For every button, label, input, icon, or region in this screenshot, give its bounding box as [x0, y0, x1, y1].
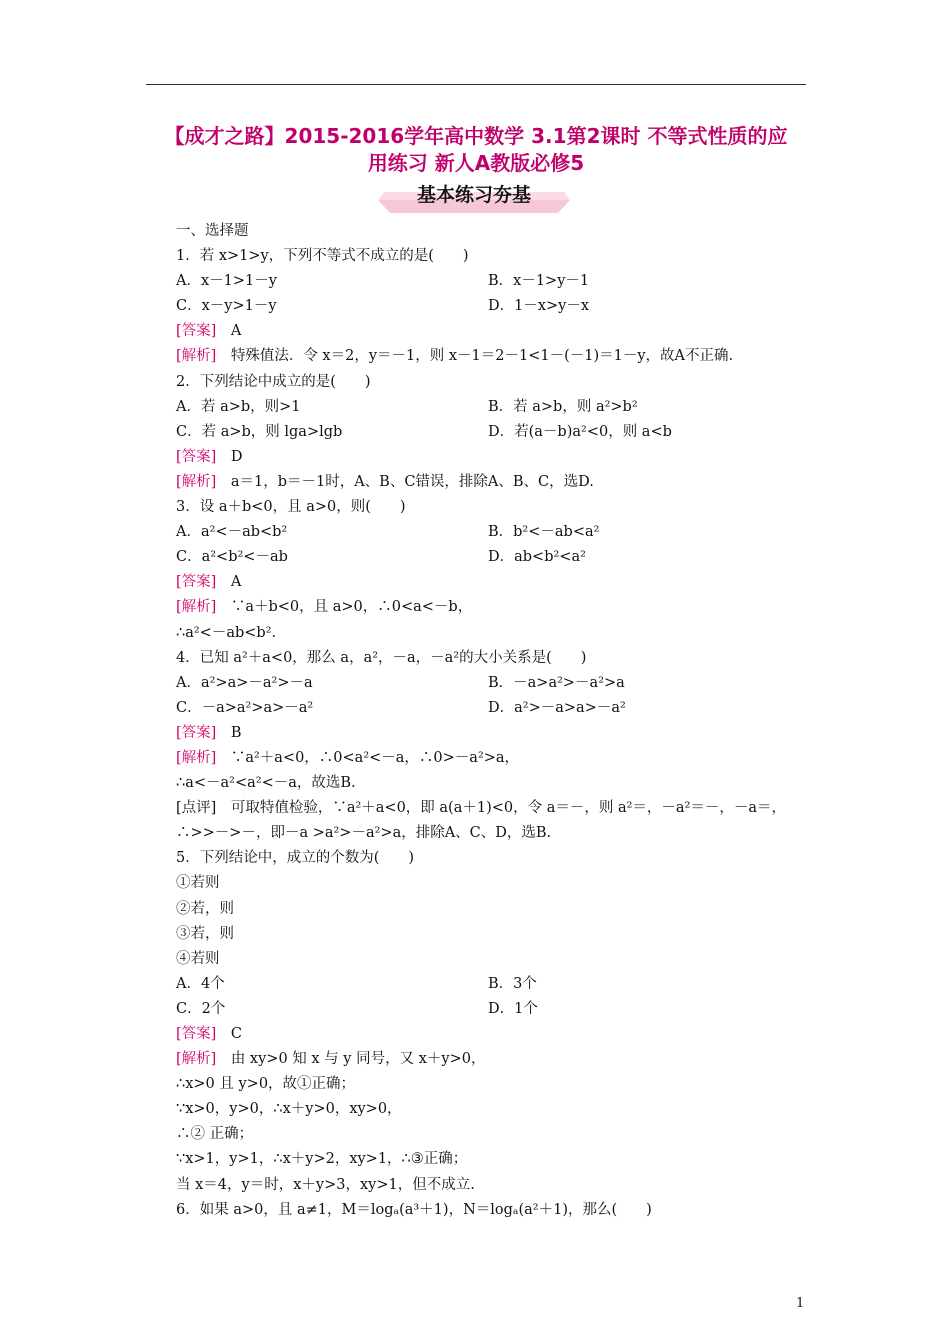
title-line-1: 【成才之路】2015-2016学年高中数学 3.1第2课时 不等式性质的应: [164, 124, 788, 148]
answer-tag: [答案]: [176, 323, 217, 340]
answer-text: 由 xy>0 知 x 与 y 同号，又 x＋y>0，: [216, 1051, 486, 1068]
page-title: [140, 123, 812, 177]
option-row: [176, 997, 816, 1022]
answer-text: 特殊值法．令 x＝2，y＝－1，则 x－1＝2－1<1－(－1)＝1－y，故A不正确.: [216, 348, 734, 365]
section-banner: [370, 178, 578, 214]
option-left: C．a²<b²<－ab: [176, 549, 288, 566]
option-right: D．1个: [488, 1000, 538, 1017]
option-left: A．x－1>1－y: [176, 273, 277, 290]
text-line: ②若，则: [176, 900, 234, 917]
option-left: C．若 a>b，则 lga>lgb: [176, 423, 343, 440]
answer-line: [176, 1047, 816, 1072]
option-left: A．a²>a>－a²>－a: [176, 674, 313, 691]
option-right: B．若 a>b，则 a²>b²: [488, 398, 638, 415]
option-left: A．若 a>b，则>1: [176, 398, 301, 415]
answer-line: [176, 319, 816, 344]
document-body: [176, 219, 816, 1223]
text-line: ①若则: [176, 875, 220, 892]
option-left: A．4个: [176, 975, 225, 992]
answer-tag: [解析]: [176, 348, 217, 365]
banner-label: 基本练习夯基: [416, 184, 531, 206]
answer-tag: [解析]: [176, 473, 217, 490]
option-right: B．b²<－ab<a²: [488, 524, 600, 541]
answer-tag: [答案]: [176, 724, 217, 741]
answer-line: [176, 570, 816, 595]
option-left: A．a²<－ab<b²: [176, 524, 288, 541]
option-left: C．－a>a²>a>－a²: [176, 699, 314, 716]
answer-line: [176, 1022, 816, 1047]
option-right: B．－a>a²>－a²>a: [488, 674, 625, 691]
option-left: C．2个: [176, 1000, 226, 1017]
continuation-line: ∴a²<－ab<b².: [176, 624, 277, 641]
option-right: B．x－1>y－1: [488, 273, 590, 290]
option-row: [176, 696, 816, 721]
answer-text: a＝1，b＝－1时，A、B、C错误，排除A、B、C，选D.: [216, 473, 594, 490]
answer-text: D: [216, 448, 243, 465]
text-line: 1．若 x>1>y，下列不等式不成立的是( ): [176, 248, 469, 265]
option-right: D．若(a－b)a²<0，则 a<b: [488, 423, 672, 440]
answer-line: [176, 470, 816, 495]
option-row: [176, 420, 816, 445]
continuation-line: ∴x>0 且 y>0，故①正确；: [176, 1076, 356, 1093]
option-row: [176, 520, 816, 545]
continuation-line: ∵x>0，y>0，∴x＋y>0，xy>0，: [176, 1101, 402, 1118]
option-row: [176, 972, 816, 997]
answer-text: C: [216, 1026, 242, 1042]
continuation-line: ∴a<－a²<a²<－a，故选B.: [176, 775, 356, 792]
text-line: ③若，则: [176, 925, 234, 942]
option-row: [176, 545, 816, 570]
text-line: 3．设 a＋b<0，且 a>0，则( ): [176, 499, 406, 516]
text-line: 6．如果 a>0，且 a≠1，M＝logₐ(a³＋1)，N＝logₐ(a²＋1)，那么( ): [176, 1201, 652, 1218]
answer-line: [176, 746, 816, 771]
option-row: [176, 294, 816, 319]
answer-tag: [答案]: [176, 574, 217, 591]
page-number: 1: [796, 1296, 805, 1311]
answer-text: A: [216, 323, 242, 340]
text-line: 4．已知 a²＋a<0，那么 a，a²，－a，－a²的大小关系是( ): [176, 649, 587, 666]
option-right: D．1－x>y－x: [488, 298, 590, 315]
option-right: B．3个: [488, 975, 537, 992]
answer-line: [176, 344, 816, 369]
option-row: [176, 671, 816, 696]
title-line-2: 用练习 新人A教版必修5: [367, 151, 585, 175]
continuation-line: ∵x>1，y>1，∴x＋y>2，xy>1，∴③正确；: [176, 1151, 468, 1168]
text-line: 一、选择题: [176, 223, 249, 239]
option-right: D．ab<b²<a²: [488, 549, 586, 566]
comment-paragraph: [点评] 可取特值检验，∵a²＋a<0，即 a(a＋1)<0，令 a＝－，则 a²＝，－a²＝－，－a＝，∴>>－>－，即－a >a²>－a²>a，排除A、C、D，选B.: [176, 800, 787, 842]
answer-text: B: [216, 724, 242, 741]
text-line: 5．下列结论中，成立的个数为( ): [176, 850, 415, 867]
answer-tag: [解析]: [176, 1051, 217, 1068]
answer-tag: [答案]: [176, 1026, 217, 1042]
continuation-line: ∴② 正确；: [176, 1126, 254, 1143]
text-line: 2．下列结论中成立的是( ): [176, 373, 371, 390]
answer-tag: [答案]: [176, 448, 217, 465]
answer-line: [176, 595, 816, 620]
answer-tag: [解析]: [176, 599, 217, 616]
option-right: D．a²>－a>a>－a²: [488, 699, 626, 716]
text-line: ④若则: [176, 950, 220, 967]
continuation-line: 当 x＝4，y＝时，x＋y>3，xy>1，但不成立.: [176, 1176, 475, 1193]
answer-text: A: [216, 574, 242, 591]
option-row: [176, 269, 816, 294]
option-row: [176, 395, 816, 420]
header-rule: [146, 84, 806, 85]
option-left: C．x－y>1－y: [176, 298, 277, 315]
answer-line: [176, 721, 816, 746]
answer-text: ∵a＋b<0，且 a>0，∴0<a<－b，: [216, 599, 473, 616]
answer-text: ∵a²＋a<0，∴0<a²<－a，∴0>－a²>a，: [216, 749, 520, 766]
answer-line: [176, 445, 816, 470]
answer-tag: [解析]: [176, 749, 217, 766]
